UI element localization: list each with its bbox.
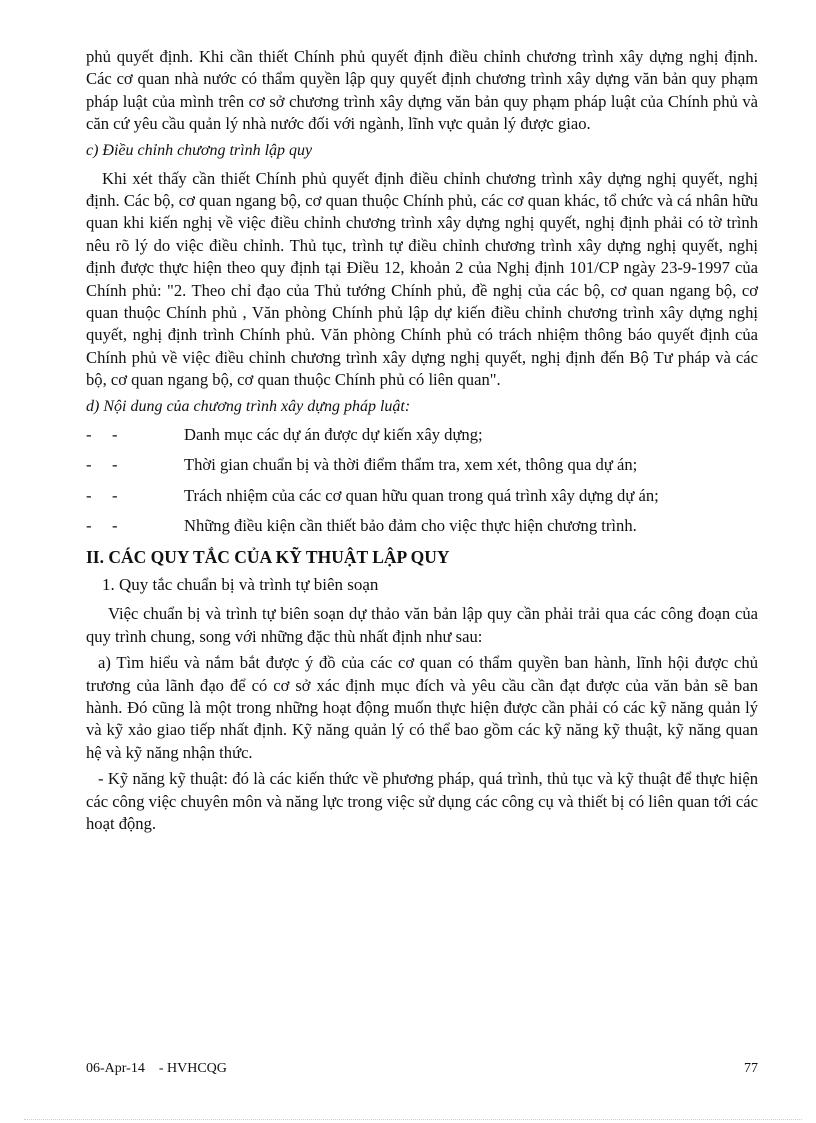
list-item-text: Trách nhiệm của các cơ quan hữu quan trong quá trình xây dựng dự án; bbox=[184, 485, 659, 505]
paragraph-5: - Kỹ năng kỹ thuật: đó là các kiến thức về phương pháp, quá trình, thủ tục và kỹ thuật để thực hiện các công việc chuyên môn và năng lực trong việc sử dụng các công cụ và thiết bị có liên quan tới các hoạt động. bbox=[86, 769, 758, 833]
list-dash: - bbox=[86, 485, 92, 505]
list-dash: - bbox=[112, 455, 118, 475]
list-item-text: Thời gian chuẩn bị và thời điểm thẩm tra, xem xét, thông qua dự án; bbox=[184, 455, 638, 475]
subsection-heading-c: c) Điều chỉnh chương trình lập quy bbox=[86, 141, 313, 159]
footer-source: - HVHCQG bbox=[158, 1061, 227, 1076]
list-dash: - bbox=[112, 485, 118, 505]
footer-date: 06-Apr-14 bbox=[86, 1061, 145, 1076]
list-dash: - bbox=[86, 455, 92, 475]
section-heading: II. CÁC QUY TẮC CỦA KỸ THUẬT LẬP QUY bbox=[86, 547, 450, 568]
list-item bbox=[86, 515, 758, 537]
paragraph-1: phủ quyết định. Khi cần thiết Chính phủ quyết định điều chỉnh chương trình xây dựng nghị định. Các cơ quan nhà nước có thẩm quyền lập quy quyết định chương trình xây dựng văn bản quy phạm pháp luật của mình trên cơ sở chương trình xây dựng văn bản quy phạm pháp luật của Chính phủ và căn cứ yêu cầu quản lý nhà nước đối với ngành, lĩnh vực quản lý được giao. bbox=[86, 47, 758, 134]
list-item bbox=[86, 424, 758, 446]
document-page bbox=[86, 46, 758, 839]
list-dash: - bbox=[112, 515, 118, 535]
list-dash: - bbox=[112, 424, 118, 444]
paragraph-3: Việc chuẩn bị và trình tự biên soạn dự thảo văn bản lập quy cần phải trải qua các công đoạn của quy trình chung, song với những đặc thù nhất định như sau: bbox=[86, 604, 758, 646]
paragraph-2: Khi xét thấy cần thiết Chính phủ quyết định điều chỉnh chương trình xây dựng nghị quyết, nghị định. Các bộ, cơ quan ngang bộ, cơ quan thuộc Chính phủ, các cơ quan khác, tổ chức và cá nhân hữu quan khi kiến nghị về việc điều chỉnh chương trình xây dựng nghị quyết, nghị định phải có tờ trình nêu rõ lý do việc điều chỉnh. Thủ tục, trình tự điều chỉnh chương trình xây dựng nghị quyết, nghị định được thực hiện theo quy định tại Điều 12, khoản 2 của Nghị định 101/CP ngày 23-9-1997 của Chính phủ: "2. Theo chỉ đạo của Thủ tướng Chính phủ, đề nghị của các bộ, cơ quan ngang bộ, cơ quan thuộc Chính phủ , Văn phòng Chính phủ lập dự kiến điều chỉnh chương trình xây dựng nghị quyết, nghị định trình Chính phủ. Văn phòng Chính phủ có trách nhiệm thông báo quyết định của Chính phủ về việc điều chỉnh chương trình xây dựng nghị quyết, nghị định đến Bộ Tư pháp và các bộ, cơ quan ngang bộ, cơ quan thuộc Chính phủ có liên quan". bbox=[86, 168, 758, 390]
list-item-text: Danh mục các dự án được dự kiến xây dựng; bbox=[184, 424, 483, 444]
page-bottom-edge bbox=[24, 1119, 802, 1120]
page-number: 77 bbox=[744, 1061, 758, 1076]
subsection-heading-d: d) Nội dung của chương trình xây dựng pháp luật: bbox=[86, 397, 411, 415]
paragraph-4: a) Tìm hiểu và nắm bắt được ý đồ của các cơ quan có thẩm quyền ban hành, lĩnh hội được chủ trương của lãnh đạo để có cơ sở xác định mục đích và yêu cầu cần đạt được của văn bản sẽ ban hành. Đó cũng là một trong những hoạt động muốn thực hiện được cần phải có các kỹ năng quản lý và kỹ xảo giao tiếp nhất định. Kỹ năng quản lý có thể bao gồm các kỹ năng kỹ thuật, kỹ năng quan hệ và kỹ năng nhận thức. bbox=[86, 653, 758, 762]
list-dash: - bbox=[86, 424, 92, 444]
list-dash: - bbox=[86, 515, 92, 535]
list-item-text: Những điều kiện cần thiết bảo đảm cho việc thực hiện chương trình. bbox=[184, 515, 637, 535]
list-item bbox=[86, 485, 758, 507]
page-footer bbox=[86, 1061, 758, 1077]
list-item bbox=[86, 454, 758, 476]
footer-left bbox=[86, 1061, 227, 1077]
sub-heading: 1. Quy tắc chuẩn bị và trình tự biên soạn bbox=[102, 575, 379, 595]
